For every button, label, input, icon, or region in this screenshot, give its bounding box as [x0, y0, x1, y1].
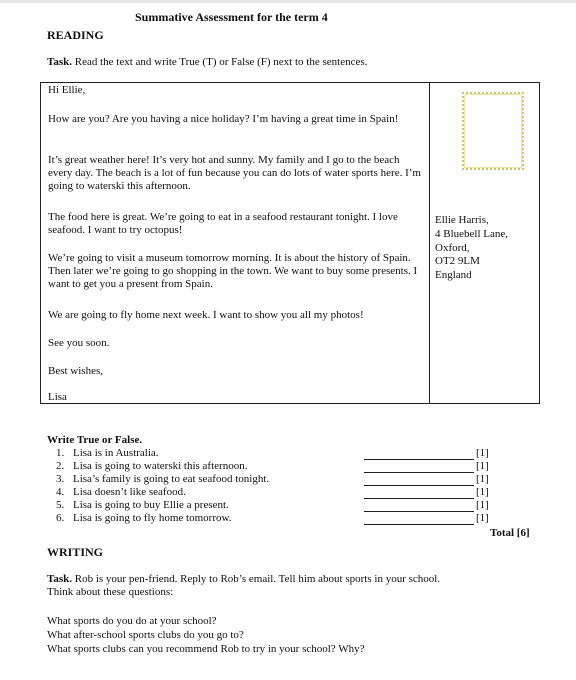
question-item [56, 512, 231, 525]
letter-signature: Lisa [48, 391, 67, 403]
question-text: Lisa is going to fly home tomorrow. [73, 512, 232, 524]
letter-paragraph: Best wishes, [48, 365, 103, 377]
writing-question: What sports do you do at your school? [47, 615, 217, 627]
question-text: Lisa is in Australia. [73, 447, 159, 459]
writing-task-text: Rob is your pen-friend. Reply to Rob’s email. Tell him about sports in your school. [71, 573, 441, 585]
question-number: 5. [56, 499, 65, 511]
letter-paragraph: The food here is great. We’re going to eat in a seafood restaurant tonight. I love seafood. I want to try octopus! [48, 211, 398, 236]
letter-paragraph: How are you? Are you having a nice holiday? I’m having a great time in Spain! [48, 113, 399, 125]
question-mark: [1] [476, 499, 489, 511]
writing-question: What sports clubs can you recommend Rob to try in your school? Why? [47, 643, 365, 655]
writing-task [47, 573, 440, 586]
question-item [56, 473, 269, 486]
stamp-placeholder [462, 92, 524, 170]
question-text: Lisa’s family is going to eat seafood tonight. [73, 473, 270, 485]
address-line: 4 Bluebell Lane, [435, 228, 509, 240]
question-mark: [1] [476, 512, 489, 524]
question-mark: [1] [476, 486, 489, 498]
page-top-edge [0, 0, 576, 3]
question-item [56, 447, 159, 460]
answer-blank[interactable] [364, 459, 474, 460]
page-title: Summative Assessment for the term 4 [135, 10, 328, 24]
reading-task [47, 56, 367, 69]
answer-blank[interactable] [364, 524, 474, 525]
question-item [56, 499, 229, 512]
answer-blank[interactable] [364, 485, 474, 486]
total-score: Total [6] [490, 527, 530, 539]
question-mark: [1] [476, 447, 489, 459]
reading-task-label: Task. [47, 56, 72, 68]
letter-paragraph: We’re going to visit a museum tomorrow morning. It is about the history of Spain. Then later we’re going to go shopping in the town. We want to buy some presents. I want to get you a present from Spain. [48, 252, 418, 290]
writing-question: What after-school sports clubs do you go to? [47, 629, 244, 641]
question-item [56, 486, 186, 499]
address-line: Oxford, [435, 242, 470, 254]
true-false-heading: Write True or False. [47, 434, 143, 446]
letter-paragraph: It’s great weather here! It’s very hot and sunny. My family and I go to the beach every day. The beach is a lot of fun because you can do lots of water sports here. I’m going to waterski this afternoon. [48, 154, 421, 192]
question-number: 1. [56, 447, 65, 459]
writing-heading: WRITING [47, 545, 104, 559]
answer-blank[interactable] [364, 498, 474, 499]
answer-blank[interactable] [364, 511, 474, 512]
postcard-divider [429, 83, 430, 403]
answer-blank[interactable] [364, 472, 474, 473]
question-text: Lisa doesn’t like seafood. [73, 486, 186, 498]
address-line: Ellie Harris, [435, 214, 489, 226]
letter-paragraph: See you soon. [48, 337, 110, 349]
question-number: 4. [56, 486, 65, 498]
question-mark: [1] [476, 460, 489, 472]
letter-paragraph: We are going to fly home next week. I want to show you all my photos! [48, 309, 364, 321]
question-number: 2. [56, 460, 65, 472]
question-number: 3. [56, 473, 65, 485]
question-item [56, 460, 247, 473]
reading-task-text: Read the text and write True (T) or False (F) next to the sentences. [71, 56, 368, 68]
question-text: Lisa is going to buy Ellie a present. [73, 499, 229, 511]
letter-greeting: Hi Ellie, [48, 84, 86, 96]
question-number: 6. [56, 512, 65, 524]
writing-think: Think about these questions: [47, 586, 174, 598]
writing-task-label: Task. [47, 573, 72, 585]
question-mark: [1] [476, 473, 489, 485]
address-line: England [435, 269, 472, 281]
address-line: OT2 9LM [435, 255, 480, 267]
question-text: Lisa is going to waterski this afternoon. [73, 460, 248, 472]
reading-heading: READING [47, 28, 104, 42]
postcard [40, 82, 540, 404]
